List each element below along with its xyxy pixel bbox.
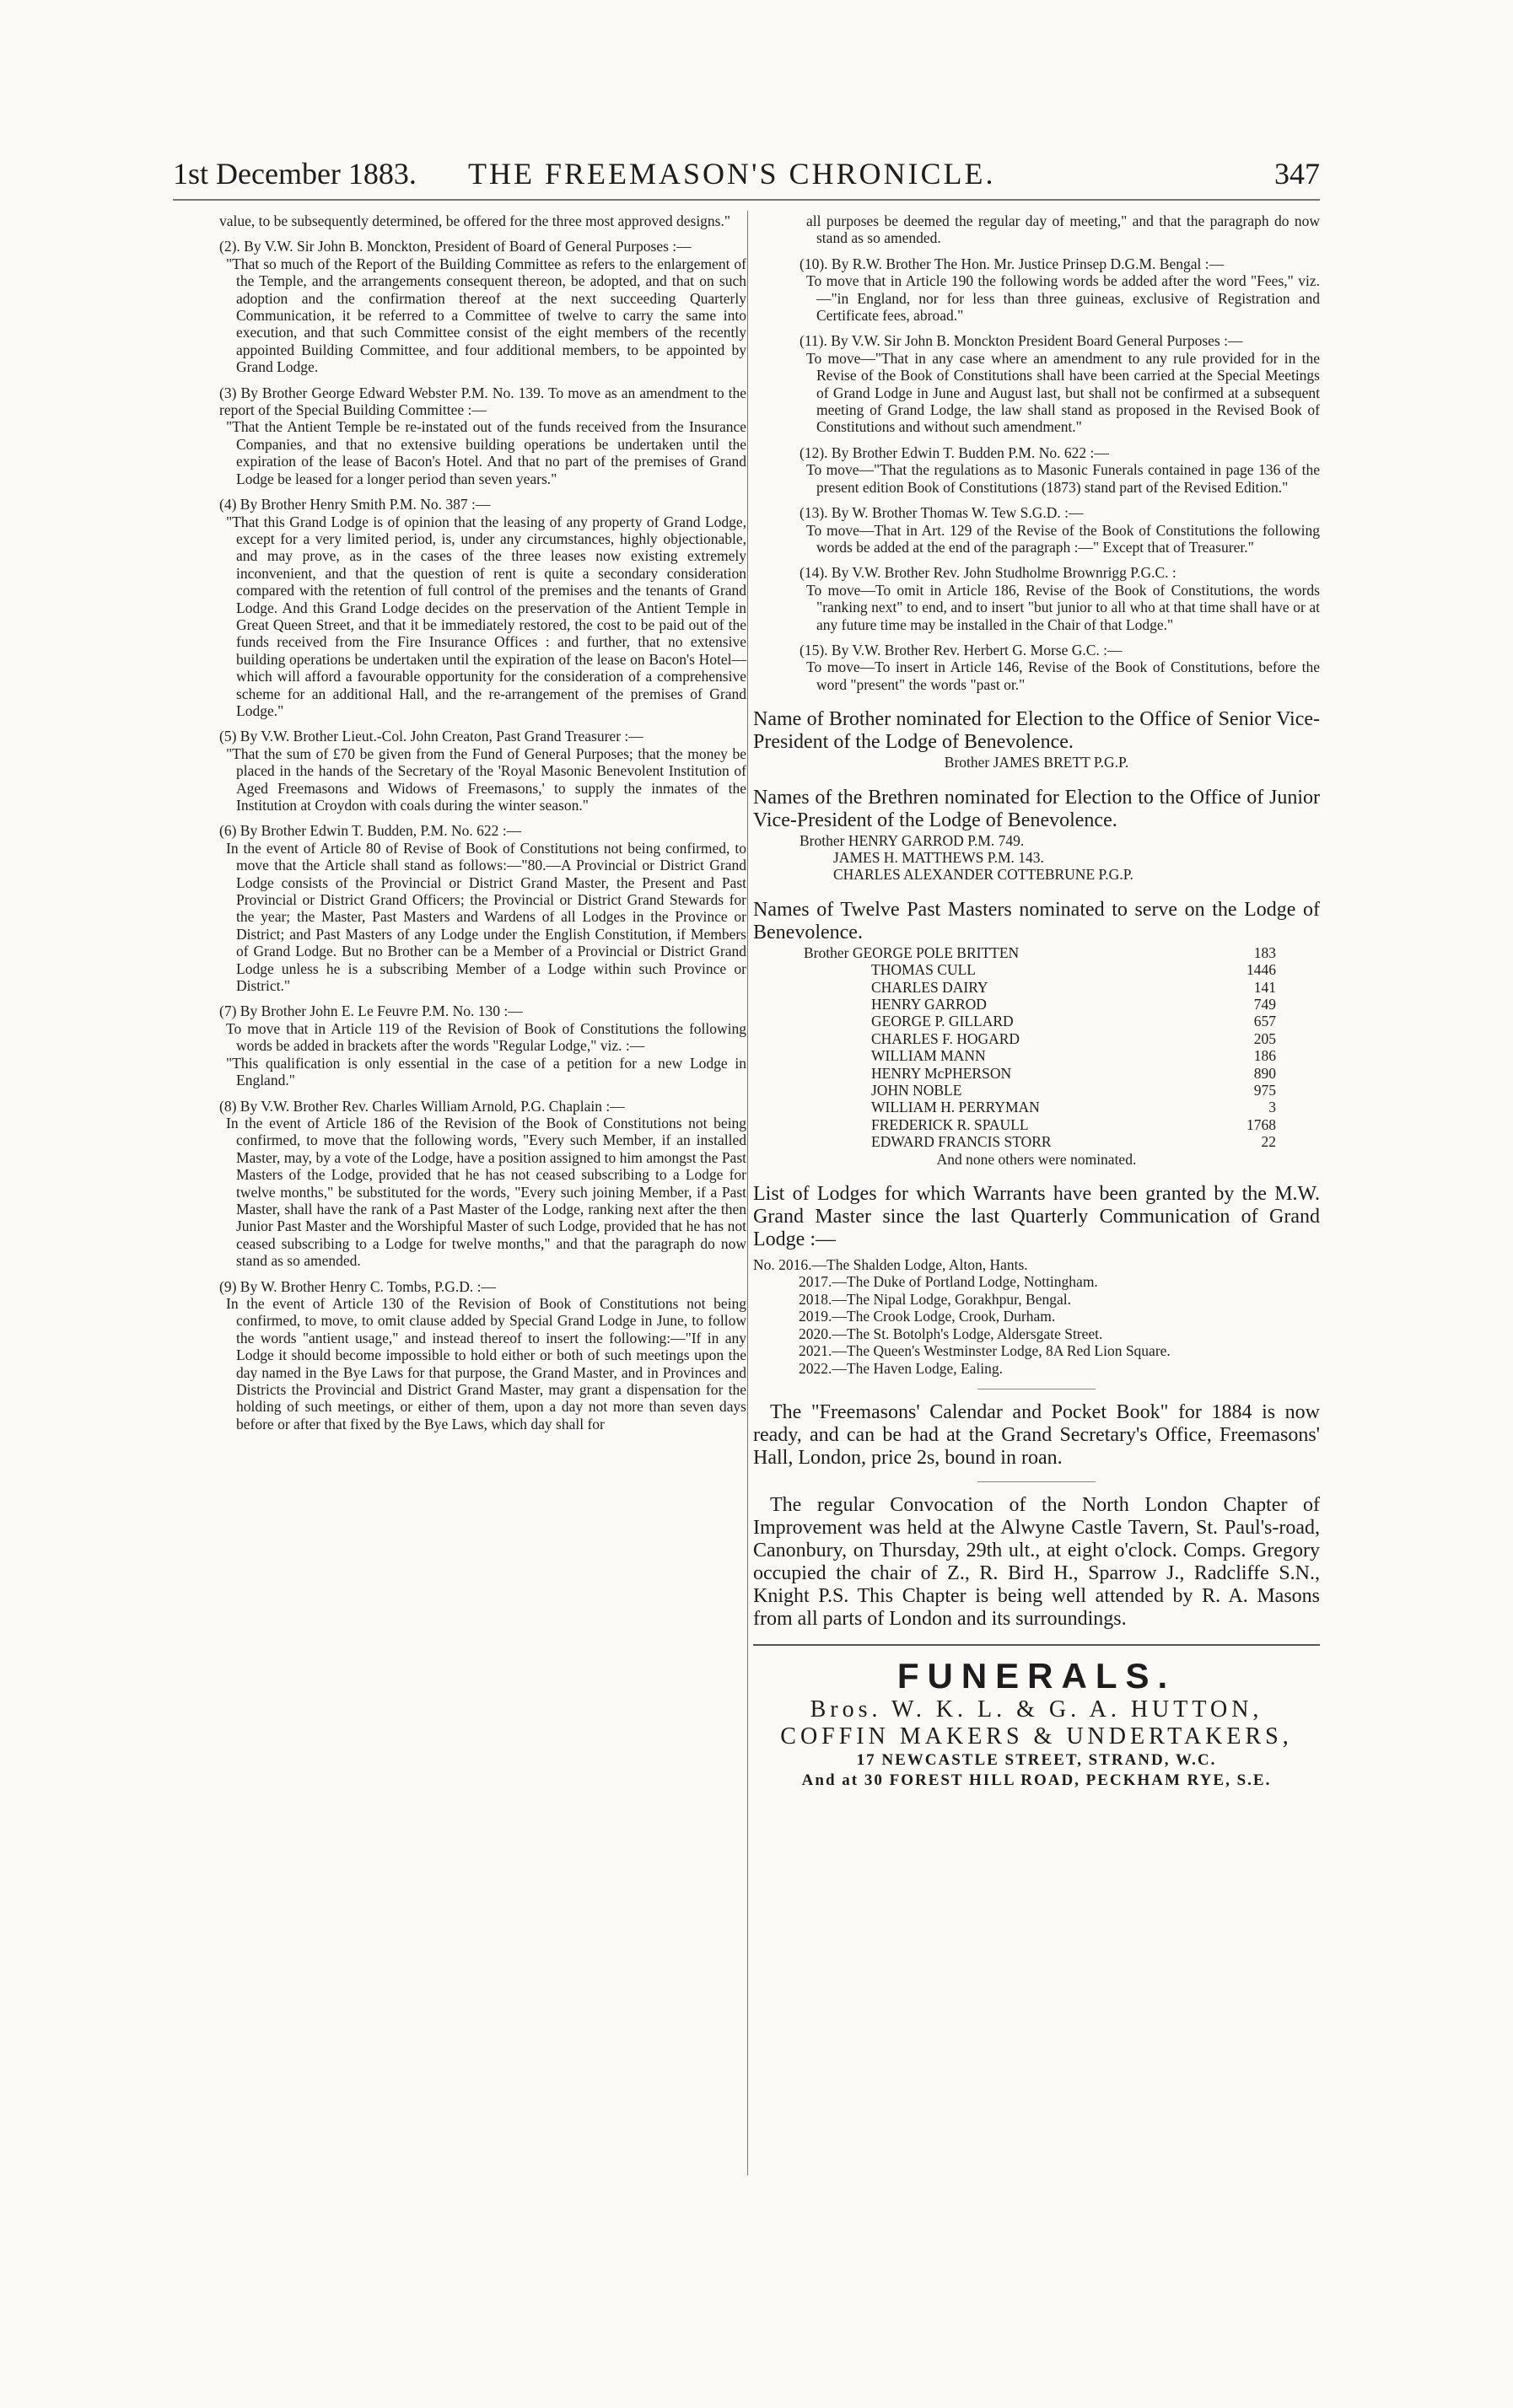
- pm-name: HENRY McPHERSON: [871, 1064, 1012, 1082]
- advert-address-2: And at 30 FOREST HILL ROAD, PECKHAM RYE, S.E.: [801, 1771, 1272, 1789]
- list-item: No. 2016.—The Shalden Lodge, Alton, Hants.: [753, 1256, 1028, 1274]
- motion-heading: (10). By R.W. Brother The Hon. Mr. Justice Prinsep D.G.M. Bengal :—: [800, 255, 1225, 272]
- pm-lodge-number: 657: [1253, 1013, 1276, 1030]
- lodges-heading: List of Lodges for which Warrants have been granted by the M.W. Grand Master since the last Quarterly Communication of Grand Lodge :—: [753, 1183, 1320, 1251]
- jvp-nominee: Brother HENRY GARROD P.M. 749.: [800, 831, 1025, 849]
- paragraph: value, to be subsequently determined, be offered for the three most approved designs.": [219, 212, 731, 229]
- advert-rule: [753, 1644, 1320, 1646]
- pm-name: GEORGE P. GILLARD: [871, 1013, 1014, 1030]
- publication-title: THE FREEMASON'S CHRONICLE.: [468, 157, 996, 191]
- pm-lodge-number: 141: [1253, 978, 1276, 996]
- table-row: [804, 1030, 1276, 1047]
- motion-text: "That so much of the Report of the Building Committee as refers to the enlargement of the Temple, and the arrangements consequent thereon, be adopted, and that on such adoption and the confirmation thereof at the next succeeding Quarterly Communication, it be referred to a Committee of twelve to carry the same into execution, and that such Committee consist of the eight members of the recently appointed Building Committee, and four additional members, to be appointed by Grand Lodge.: [226, 255, 746, 376]
- motion-text: In the event of Article 80 of Revise of Book of Constitutions not being confirmed, to move that the Article shall stand as follows:—"80.—A Provincial or District Grand Lodge consists of the Provincial or District Grand Master, the Present and Past Provincial or District Grand Officers; the Provincial or District Grand Stewards for the year; the Master, Past Masters and Wardens of all Lodges in the Province or District; and Past Masters of any Lodge under the English Constitution, if Members of Grand Lodge. But no Brother can be a Member of a Provincial or District Grand Lodge unless he is a subscribing Member of a Lodge within such Province or District.": [226, 839, 746, 995]
- motion-heading: (13). By W. Brother Thomas W. Tew S.G.D. :—: [800, 504, 1084, 522]
- table-row: [804, 1082, 1276, 1099]
- page-header: [173, 156, 1320, 195]
- jvp-heading: Names of the Brethren nominated for Election to the Office of Junior Vice-President of the Lodge of Benevolence.: [753, 786, 1320, 831]
- motion-text: To move that in Article 190 the following words be added after the word "Fees," viz.—"in England, nor for less than three guineas, exclusive of Registration and Certificate fees, abroad.": [806, 272, 1320, 325]
- calendar-notice: The "Freemasons' Calendar and Pocket Book" for 1884 is now ready, and can be had at the Grand Secretary's Office, Freemasons' Hall, London, price 2s, bound in roan.: [753, 1400, 1320, 1469]
- right-column: [753, 212, 1320, 1791]
- advert-firm: Bros. W. K. L. & G. A. HUTTON,: [810, 1696, 1263, 1723]
- none-others-note: And none others were nominated.: [936, 1150, 1137, 1168]
- jvp-nominee: CHARLES ALEXANDER COTTEBRUNE P.G.P.: [833, 866, 1133, 884]
- column-divider: [747, 211, 748, 2175]
- pm-lodge-number: 975: [1253, 1082, 1276, 1099]
- table-row: [804, 1116, 1276, 1133]
- section-divider: [977, 1481, 1096, 1482]
- motion-heading: (6) By Brother Edwin T. Budden, P.M. No. 622 :—: [219, 822, 522, 840]
- pm-lodge-number: 186: [1253, 1047, 1276, 1065]
- motion-heading: (8) By V.W. Brother Rev. Charles William Arnold, P.G. Chaplain :—: [219, 1097, 625, 1115]
- pm-name: FREDERICK R. SPAULL: [871, 1115, 1029, 1133]
- table-row: [804, 1133, 1276, 1150]
- table-row: [804, 1099, 1276, 1115]
- motion-heading: (15). By V.W. Brother Rev. Herbert G. Morse G.C. :—: [800, 641, 1123, 658]
- motion-heading: (11). By V.W. Sir John B. Monckton President Board General Purposes :—: [800, 332, 1243, 350]
- pm-lodge-number: 205: [1253, 1029, 1276, 1047]
- jvp-nominee: JAMES H. MATTHEWS P.M. 143.: [833, 848, 1044, 866]
- pm-name: CHARLES F. HOGARD: [871, 1029, 1020, 1047]
- svp-nominee: Brother JAMES BRETT P.G.P.: [944, 754, 1129, 771]
- pm-lodge-number: 890: [1253, 1064, 1276, 1082]
- motion-text: In the event of Article 186 of the Revision of the Book of Constitutions not being confirmed, to move that the following words, "Every such Member, if an installed Master, may, by a vote of the Lodge, have a position assigned to him amongst the Past Masters of the Lodge, provided that he has not ceased subscribing to a Lodge for twelve months," be substituted for the words, "Every such joining Member, if a Past Master, shall have the rank of a Past Master of the Lodge, ranking next after the then Junior Past Master and the Worshipful Master of such Lodge, provided that he has not ceased subscribing to a Lodge for twelve months," and that the paragraph do now stand as so amended.: [226, 1114, 746, 1270]
- motion-heading: (2). By V.W. Sir John B. Monckton, President of Board of General Purposes :—: [219, 238, 692, 255]
- advert-address: 17 NEWCASTLE STREET, STRAND, W.C.: [856, 1750, 1217, 1769]
- list-item: 2020.—The St. Botolph's Lodge, Aldersgate Street.: [799, 1325, 1103, 1342]
- pm-lodge-number: 22: [1261, 1133, 1276, 1151]
- motion-heading: (4) By Brother Henry Smith P.M. No. 387 :—: [219, 496, 491, 513]
- pm-lodge-number: 1446: [1246, 961, 1276, 979]
- table-row: [804, 1047, 1276, 1064]
- list-item: 2018.—The Nipal Lodge, Gorakhpur, Bengal.: [799, 1290, 1071, 1308]
- pm-name: WILLIAM H. PERRYMAN: [871, 1099, 1040, 1116]
- pm-lodge-number: 1768: [1246, 1115, 1276, 1133]
- pm-name: EDWARD FRANCIS STORR: [871, 1133, 1052, 1151]
- motion-text: To move—That in Art. 129 of the Revise of the Book of Constitutions the following words be added at the end of the paragraph :—" Except that of Treasurer.": [806, 521, 1320, 556]
- motion-text: To move—"That in any case where an amendment to any rule provided for in the Revise of the Book of Constitutions shall have been carried at the Special Meetings of Grand Lodge in June and August last, but shall not be confirmed at a subsequent meeting of Grand Lodge, the law shall stand as proposed in the Revised Book of Constitutions and without such amendment.": [806, 349, 1320, 436]
- motion-text: "That the sum of £70 be given from the Fund of General Purposes; that the money be placed in the hands of the Secretary of the 'Royal Masonic Benevolent Institution of Aged Freemasons and Widows of Freemasons,' to supply the inmates of the Institution at Croydon with coals during the winter season.": [226, 744, 746, 814]
- table-row: [804, 944, 1276, 961]
- list-item: 2017.—The Duke of Portland Lodge, Nottingham.: [799, 1273, 1098, 1291]
- motion-heading: (7) By Brother John E. Le Feuvre P.M. No. 130 :—: [219, 1002, 523, 1020]
- past-masters-table: [804, 944, 1276, 1151]
- motion-heading: (5) By V.W. Brother Lieut.-Col. John Creaton, Past Grand Treasurer :—: [219, 728, 643, 745]
- motion-text: all purposes be deemed the regular day of meeting," and that the paragraph do now stand as so amended.: [806, 212, 1320, 247]
- motion-heading: (9) By W. Brother Henry C. Tombs, P.G.D. :—: [219, 1277, 497, 1295]
- table-row: [804, 961, 1276, 978]
- motion-text: To move—"That the regulations as to Masonic Funerals contained in page 136 of the present edition Book of Constitutions (1873) stand part of the Revised Edition.": [806, 461, 1320, 496]
- page-number: 347: [1274, 157, 1320, 191]
- pm-lodge-number: 183: [1253, 943, 1276, 961]
- header-rule: [173, 199, 1320, 201]
- table-row: [804, 1013, 1276, 1029]
- motion-text: In the event of Article 130 of the Revision of Book of Constitutions not being confirmed, to move, to omit clause added by Special Grand Lodge in June, to follow the words "antient usage," and instead thereof to insert the following:—"If in any Lodge it should become impossible to hold either or both of such meetings upon the day named in the Bye Laws for that purpose, the Grand Master, and in Provinces and Districts the Provincial and District Grand Master, may grant a dispensation for the holding of such meetings, or either of them, upon a day not more than seven days before or after that fixed by the Bye Laws, which day shall for: [226, 1294, 746, 1432]
- motion-text: To move—To omit in Article 186, Revise of the Book of Constitutions, the words "ranking next" to end, and to insert "but junior to all who at that time shall have or at any future time may be installed in the Chair of that Lodge.": [806, 581, 1320, 633]
- motion-heading: (14). By V.W. Brother Rev. John Studholme Brownrigg P.G.C. :: [800, 564, 1176, 582]
- motion-text: "This qualification is only essential in the case of a petition for a new Lodge in England.": [226, 1054, 746, 1089]
- table-row: [804, 979, 1276, 996]
- svp-heading: Name of Brother nominated for Election to the Office of Senior Vice-President of the Lodge of Benevolence.: [753, 708, 1320, 754]
- table-row: [804, 1065, 1276, 1082]
- funerals-advert: [753, 1656, 1320, 1791]
- past-masters-heading: Names of Twelve Past Masters nominated to serve on the Lodge of Benevolence.: [753, 898, 1320, 943]
- advert-trade: COFFIN MAKERS & UNDERTAKERS,: [780, 1723, 1293, 1750]
- list-item: 2022.—The Haven Lodge, Ealing.: [799, 1359, 1004, 1377]
- pm-name: HENRY GARROD: [871, 996, 987, 1013]
- table-row: [804, 996, 1276, 1013]
- pm-name: THOMAS CULL: [871, 961, 976, 979]
- left-column: [173, 212, 746, 1432]
- list-item: 2021.—The Queen's Westminster Lodge, 8A Red Lion Square.: [799, 1342, 1171, 1360]
- pm-lodge-number: 749: [1253, 996, 1276, 1013]
- motion-text: To move that in Article 119 of the Revision of Book of Constitutions the following words be added in brackets after the words "Regular Lodge," viz. :—: [226, 1019, 746, 1055]
- pm-name: JOHN NOBLE: [871, 1082, 962, 1099]
- pm-lodge-number: 3: [1268, 1099, 1276, 1116]
- pm-name: WILLIAM MANN: [871, 1047, 986, 1065]
- issue-date: 1st December 1883.: [173, 157, 417, 191]
- pm-name: Brother GEORGE POLE BRITTEN: [804, 943, 1020, 961]
- convocation-notice: The regular Convocation of the North London Chapter of Improvement was held at the Alwyne Castle Tavern, St. Paul's-road, Canonbury, on Thursday, 29th ult., at eight o'clock. Comps. Gregory occupied the chair of Z., R. Bird H., Sparrow J., Radcliffe S.N., Knight P.S. This Chapter is being well attended by R. A. Masons from all parts of London and its surroundings.: [753, 1493, 1320, 1630]
- advert-title: FUNERALS.: [896, 1655, 1176, 1696]
- motion-heading: (12). By Brother Edwin T. Budden P.M. No. 622 :—: [800, 443, 1109, 461]
- motion-heading: (3) By Brother George Edward Webster P.M. No. 139. To move as an amendment to the report of the Special Building Committee :—: [219, 384, 746, 419]
- pm-name: CHARLES DAIRY: [871, 978, 988, 996]
- motion-text: To move—To insert in Article 146, Revise of the Book of Constitutions, before the word "present" the words "past or.": [806, 658, 1320, 693]
- motion-text: "That the Antient Temple be re-instated out of the funds received from the Insurance Companies, and that no extensive building operations be undertaken until the expiration of the lease of Bacon's Hotel. And that no part of the premises of Grand Lodge be leased for a longer period than seven years.": [226, 418, 746, 487]
- motion-text: "That this Grand Lodge is of opinion that the leasing of any property of Grand Lodge, except for a very limited period, is, under any circumstances, highly objectionable, and may prove, as in the cases of the three leases now existing extremely inconvenient, and that the question of rent is quite a secondary consideration compared with the retention of full control of the premises and the tenants of Grand Lodge. And this Grand Lodge decides on the preservation of the Antient Temple in Great Queen Street, and that it be immediately restored, the cost to be paid out of the funds received from the Fire Insurance Offices : and further, that no extensive building operations be undertaken until the expiration of the lease on Bacon's Hotel— which will afford a favourable opportunity for the consideration of a comprehensive scheme for an additional Hall, and the re-arrangement of the premises of Grand Lodge.": [226, 513, 746, 719]
- list-item: 2019.—The Crook Lodge, Crook, Durham.: [799, 1308, 1056, 1325]
